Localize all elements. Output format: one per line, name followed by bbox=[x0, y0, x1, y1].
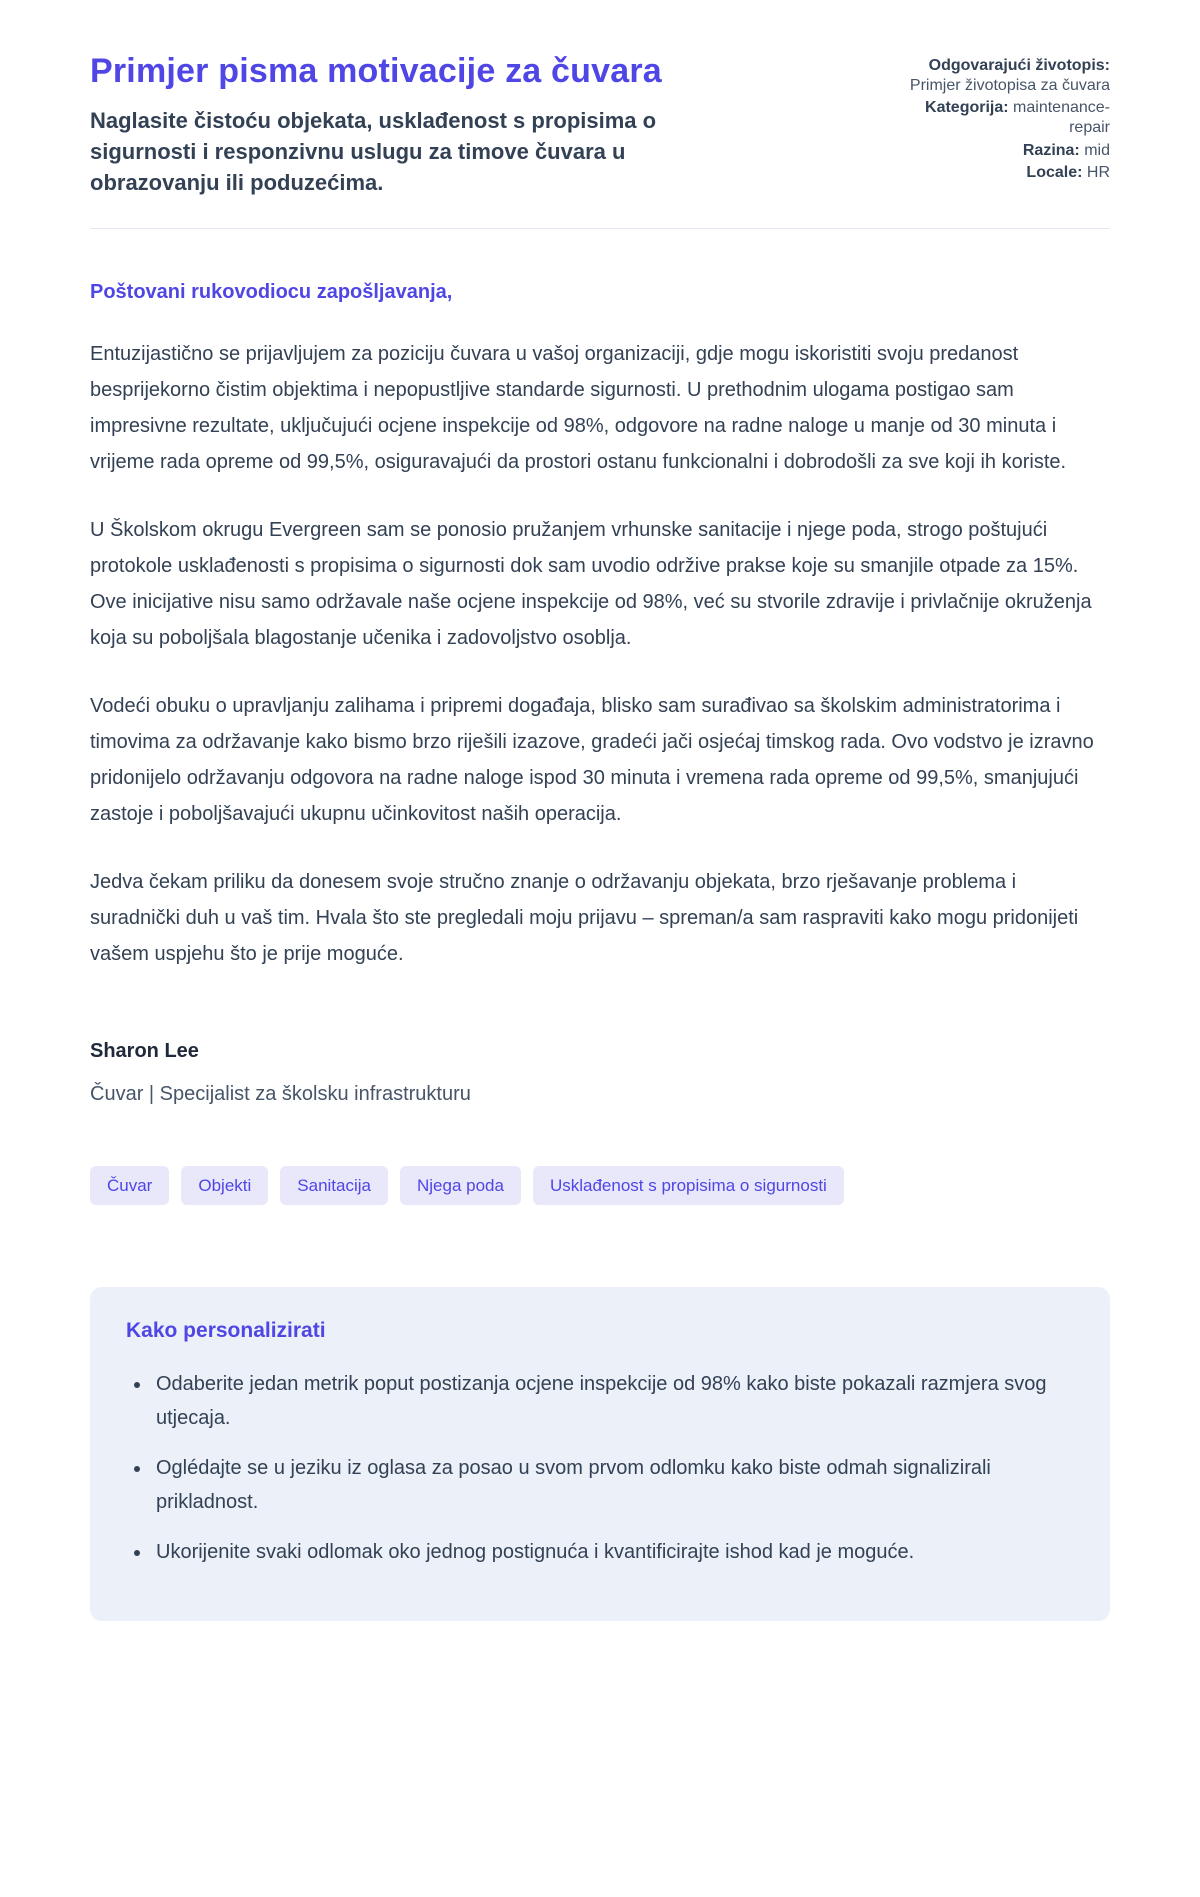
header-titles bbox=[90, 50, 770, 198]
meta-item-label: Odgovarajući životopis: bbox=[928, 57, 1110, 74]
meta-item-value: maintenance-repair bbox=[1013, 99, 1110, 137]
meta-item-value: HR bbox=[1086, 164, 1110, 182]
meta-item-label: Locale: bbox=[1026, 164, 1083, 182]
letter-paragraph: Entuzijastično se prijavljujem za poziciju čuvara u vašoj organizaciji, gdje mogu iskoristiti svoju predanost besprijekorno čistim objektima i nepopustljive standarde sigurnosti. U prethodnim ulogama postigao sam impresivne rezultate, uključujući ocjene inspekcije od 98%, odgovore na radne naloge u manje od 30 minuta i vrijeme rada opreme od 99,5%, osiguravajući da prostori ostanu funkcionalni i dobrodošli za sve koji ih koriste. bbox=[90, 343, 1067, 474]
meta-item bbox=[885, 56, 1110, 95]
header bbox=[90, 50, 1110, 198]
letter-paragraph: Jedva čekam priliku da donesem svoje stručno znanje o održavanju objekata, brzo rješavanje problema i suradnički duh u vaš tim. Hvala što ste pregledali moju prijavu – spreman/a sam raspraviti kako mogu pridonijeti vašem uspjehu što je prije moguće. bbox=[90, 871, 1079, 966]
tips-list bbox=[126, 1367, 1074, 1569]
tag-pill[interactable]: Objekti bbox=[181, 1166, 268, 1205]
signature-title: Čuvar | Specijalist za školsku infrastrukturu bbox=[90, 1083, 471, 1106]
signature-name: Sharon Lee bbox=[90, 1040, 199, 1063]
tips-heading: Kako personalizirati bbox=[126, 1319, 326, 1343]
meta-item-label: Razina: bbox=[1022, 141, 1080, 159]
tag-pill[interactable]: Njega poda bbox=[400, 1166, 521, 1205]
meta-item bbox=[885, 141, 1110, 161]
tag-list bbox=[90, 1166, 1110, 1205]
tips-list-item: • Ukorijenite svaki odlomak oko jednog postignuća i kvantificirajte ishod kad je moguće. bbox=[152, 1535, 1074, 1569]
meta-item bbox=[885, 163, 1110, 183]
tips-list-item: • Oglédajte se u jeziku iz oglasa za posao u svom prvom odlomku kako biste odmah signalizirali prikladnost. bbox=[152, 1451, 1074, 1519]
page-title: Primjer pisma motivacije za čuvara bbox=[90, 52, 662, 90]
letter-paragraph: Vodeći obuku o upravljanju zalihama i pripremi događaja, blisko sam surađivao sa školskim administratorima i timovima za održavanje kako bismo brzo riješili izazove, gradeći jači osjećaj timskog rada. Ovo vodstvo je izravno pridonijelo održavanju odgovora na radne naloge ispod 30 minuta i vremena rada opreme od 99,5%, smanjujući zastoje i poboljšavajući ukupnu učinkovitost naših operacija. bbox=[90, 695, 1094, 826]
page-subtitle: Naglasite čistoću objekata, usklađenost s propisima o sigurnosti i responzivnu uslugu za timove čuvara u obrazovanju ili poduzećima. bbox=[90, 107, 657, 195]
page bbox=[90, 0, 1110, 1711]
letter-paragraph: U Školskom okrugu Evergreen sam se ponosio pružanjem vrhunske sanitacije i njege poda, strogo poštujući protokole usklađenosti s propisima o sigurnosti dok sam uvodio održive prakse koje su smanjile otpade za 15%. Ove inicijative nisu samo održavale naše ocjene inspekcije od 98%, već su stvorile zdravije i privlačnije okruženja koja su poboljšala blagostanje učenika i zadovoljstvo osoblja. bbox=[90, 519, 1092, 650]
meta-item-value: Primjer životopisa za čuvara bbox=[909, 76, 1110, 94]
meta-panel bbox=[885, 50, 1110, 198]
header-divider bbox=[90, 228, 1110, 229]
tag-pill[interactable]: Sanitacija bbox=[280, 1166, 388, 1205]
meta-item bbox=[885, 98, 1110, 137]
salutation: Poštovani rukovodiocu zapošljavanja, bbox=[90, 281, 453, 304]
tips-list-item: • Odaberite jedan metrik poput postizanja ocjene inspekcije od 98% kako biste pokazali razmjera svog utjecaja. bbox=[152, 1367, 1074, 1435]
personalization-tips-box bbox=[90, 1287, 1110, 1621]
meta-item-value: mid bbox=[1084, 141, 1110, 159]
tag-pill[interactable]: Usklađenost s propisima o sigurnosti bbox=[533, 1166, 844, 1205]
letter-body bbox=[90, 281, 1110, 1621]
meta-item-label: Kategorija: bbox=[925, 99, 1009, 117]
tag-pill[interactable]: Čuvar bbox=[90, 1166, 169, 1205]
